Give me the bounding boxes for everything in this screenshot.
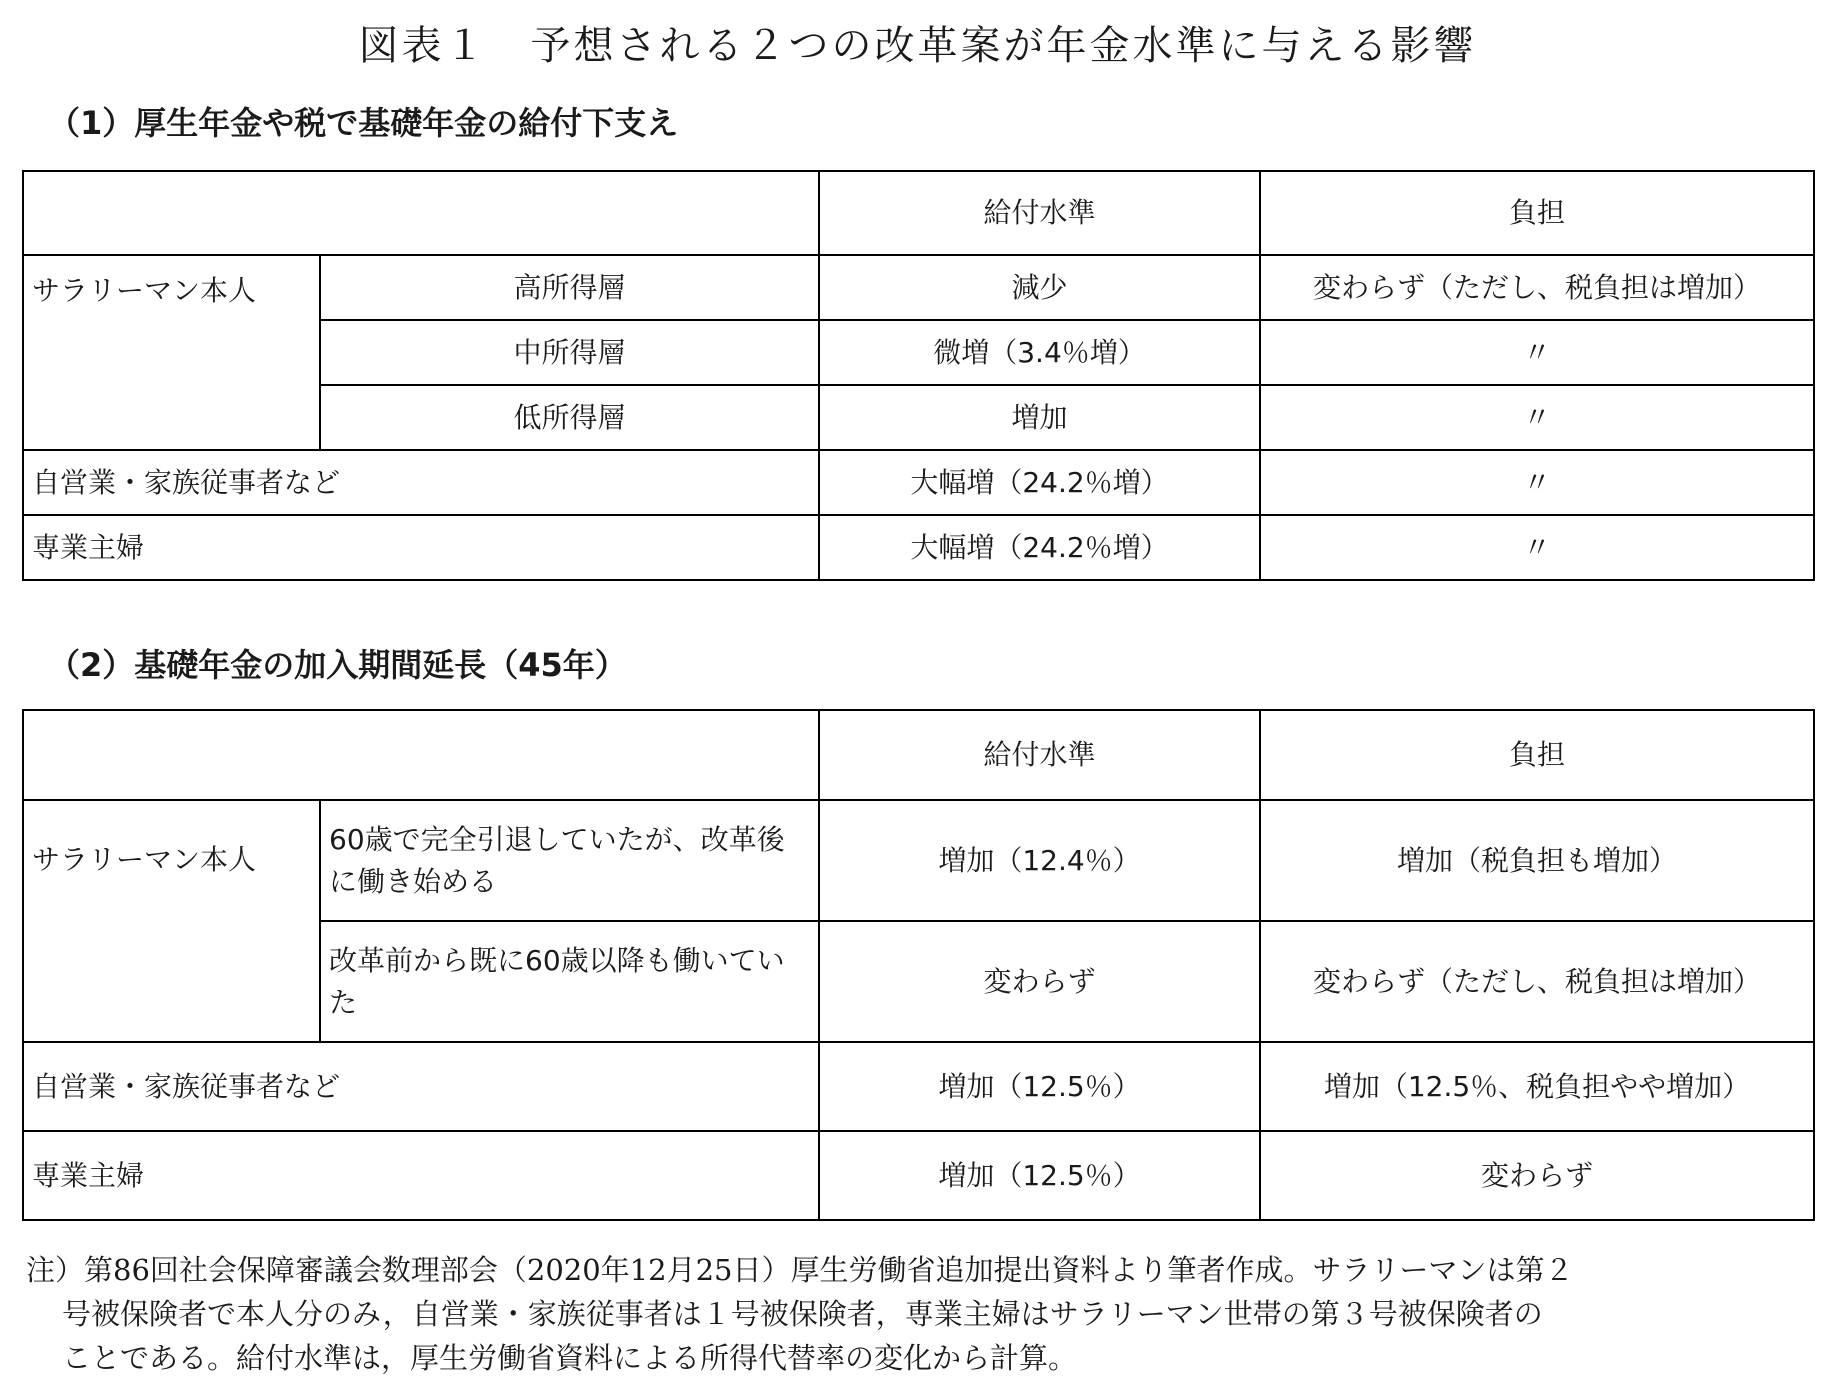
- header-blank-cell: [23, 171, 819, 255]
- benefit-cell: 増加（12.5％）: [819, 1131, 1260, 1220]
- section1-table: [22, 170, 1815, 581]
- benefit-cell: 増加（12.4％）: [819, 800, 1260, 921]
- row-label: 専業主婦: [23, 515, 819, 580]
- burden-cell: 増加（12.5％、税負担やや増加）: [1260, 1042, 1814, 1131]
- row-label: 中所得層: [320, 320, 819, 385]
- row-label: 自営業・家族従事者など: [23, 1042, 819, 1131]
- burden-cell: 〃: [1260, 320, 1814, 385]
- row-label: 60歳で完全引退していたが、改革後に働き始める: [320, 800, 819, 921]
- footnote: [26, 1248, 1816, 1380]
- table-header-row: [23, 710, 1814, 800]
- table-row: [23, 515, 1814, 580]
- group-label-salaryman: サラリーマン本人: [23, 800, 320, 1042]
- table-row: [23, 1042, 1814, 1131]
- row-label: 改革前から既に60歳以降も働いていた: [320, 921, 819, 1042]
- burden-cell: 増加（税負担も増加）: [1260, 800, 1814, 921]
- burden-cell: 〃: [1260, 385, 1814, 450]
- benefit-cell: 増加: [819, 385, 1260, 450]
- section2-table: [22, 709, 1815, 1221]
- burden-cell: 〃: [1260, 515, 1814, 580]
- footnote-line: 号被保険者で本人分のみ，自営業・家族従事者は１号被保険者，専業主婦はサラリーマン世帯の第３号被保険者の: [62, 1297, 1543, 1331]
- benefit-cell: 大幅増（24.2％増）: [819, 450, 1260, 515]
- row-label: 高所得層: [320, 255, 819, 320]
- benefit-cell: 増加（12.5％）: [819, 1042, 1260, 1131]
- benefit-cell: 減少: [819, 255, 1260, 320]
- table-row: [23, 1131, 1814, 1220]
- group-label-salaryman: サラリーマン本人: [23, 255, 320, 450]
- header-benefit: 給付水準: [819, 710, 1260, 800]
- burden-cell: 変わらず（ただし、税負担は増加）: [1260, 255, 1814, 320]
- table-row: [23, 800, 1814, 921]
- row-label: 自営業・家族従事者など: [23, 450, 819, 515]
- header-benefit: 給付水準: [819, 171, 1260, 255]
- benefit-cell: 大幅増（24.2％増）: [819, 515, 1260, 580]
- header-blank-cell: [23, 710, 819, 800]
- burden-cell: 変わらず: [1260, 1131, 1814, 1220]
- figure-title: 図表１ 予想される２つの改革案が年金水準に与える影響: [358, 23, 1477, 69]
- section1-heading: （1）厚生年金や税で基礎年金の給付下支え: [48, 104, 679, 142]
- table-header-row: [23, 171, 1814, 255]
- header-burden: 負担: [1260, 710, 1814, 800]
- benefit-cell: 変わらず: [819, 921, 1260, 1042]
- benefit-cell: 微増（3.4％増）: [819, 320, 1260, 385]
- row-label: 低所得層: [320, 385, 819, 450]
- section2-heading: （2）基礎年金の加入期間延長（45年）: [48, 646, 627, 684]
- header-burden: 負担: [1260, 171, 1814, 255]
- burden-cell: 〃: [1260, 450, 1814, 515]
- footnote-line: ことである。給付水準は，厚生労働省資料による所得代替率の変化から計算。: [62, 1341, 1078, 1375]
- footnote-line: 注）第86回社会保障審議会数理部会（2020年12月25日）厚生労働省追加提出資料より筆者作成。サラリーマンは第２: [26, 1253, 1574, 1287]
- row-label: 専業主婦: [23, 1131, 819, 1220]
- burden-cell: 変わらず（ただし、税負担は増加）: [1260, 921, 1814, 1042]
- table-row: [23, 255, 1814, 320]
- table-row: [23, 450, 1814, 515]
